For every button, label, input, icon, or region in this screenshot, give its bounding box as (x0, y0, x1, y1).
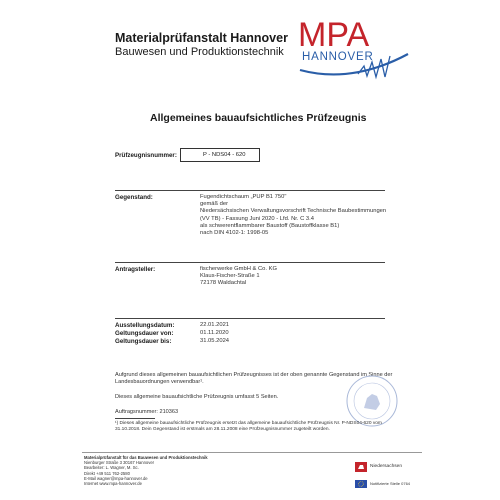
number-value: P - NDS04 - 620 (203, 152, 246, 158)
dates-rule (115, 318, 385, 319)
issue-date-value: 22.01.2021 (200, 322, 230, 328)
footer-line: Nienburger Straße 3 30167 Hannover (84, 460, 155, 466)
footnote: ¹) Dieses allgemeine bauaufsichtliche Prüfzeugnis ersetzt das allgemeine bauaufsichtliche Prüfzeugnis Nr. P-NDS04-620 vom 31.10.2018. Dein Gegenstand ist erstmals am 28.11.2008 eine Prüfzeugnisnummer zugeteilt worden. (115, 421, 382, 432)
footnote-rule (115, 418, 155, 419)
issue-date-label: Ausstellungsdatum: (115, 322, 175, 329)
valid-until-label: Geltungsdauer bis: (115, 338, 172, 345)
subject-line: als schwerentflammbarer Baustoff (Baustoffklasse B1) (200, 222, 340, 229)
footer-rule (82, 452, 422, 453)
number-box (180, 148, 260, 162)
applicant-line: 72178 Waldachtal (200, 280, 247, 287)
niedersachsen-text: Niedersachsen (370, 464, 402, 470)
subject-label: Gegenstand: (115, 194, 153, 201)
pages-statement: Dieses allgemeine bauaufsichtliche Prüfzeugnis umfasst 5 Seiten. (115, 394, 279, 400)
footer-line: Internet www.mpa-hannover.de (84, 481, 142, 487)
footer-line: E-Mail wagner@mpa-hannover.de (84, 475, 148, 481)
logo-mpa-text: MPA (298, 16, 370, 54)
eu-notified-logo (355, 480, 410, 488)
applicant-rule (115, 262, 385, 263)
applicant-line: fischerwerke GmbH & Co. KG (200, 266, 277, 272)
institute-subtitle: Bauwesen und Produktionstechnik (115, 46, 284, 58)
mpa-logo (292, 14, 414, 82)
footer-line: Bearbeiter: L. Wagner, M. Sc. (84, 465, 139, 471)
valid-from-label: Geltungsdauer von: (115, 330, 174, 337)
logo-hannover-text: HANNOVER (302, 51, 374, 63)
official-seal (345, 374, 399, 428)
order-number: Auftragsnummer: 210363 (115, 409, 179, 415)
applicant-label: Antragsteller: (115, 266, 156, 273)
subject-line: nach DIN 4102-1: 1998-05 (200, 230, 269, 237)
niedersachsen-logo (355, 462, 402, 472)
subject-text (200, 194, 386, 237)
footer-address (84, 455, 208, 486)
applicant-text (200, 266, 277, 288)
number-label: Prüfzeugnisnummer: (115, 152, 177, 159)
subject-line: Fugendichtschaum „PUP B1 750" (200, 194, 287, 200)
footer-line: Direkt +49 511 762-2580 (84, 470, 130, 476)
dates-block (115, 322, 355, 346)
applicant-line: Klaus-Fischer-Straße 1 (200, 273, 260, 280)
valid-until-value: 31.05.2024 (200, 338, 230, 344)
document-title: Allgemeines bauaufsichtliches Prüfzeugnis (150, 112, 367, 124)
subject-rule (115, 190, 385, 191)
institute-name: Materialprüfanstalt Hannover (115, 31, 288, 45)
footer-line: Materialprüfanstalt für das Bauwesen und Produktionstechnik (84, 455, 208, 460)
notified-body-text: Notifizierte Stelle 0764 (370, 481, 411, 487)
validity-statement: Aufgrund dieses allgemeinen bauaufsichtlichen Prüfzeugnisses ist der oben genannte Gegenstand im Sinne der Landesbauordnungen verwendbar¹. (115, 372, 393, 385)
subject-line: (VV TB) - Fassung Juni 2020 - Lfd. Nr. C 3.4 (200, 215, 314, 222)
subject-line: gemäß der (200, 201, 229, 208)
valid-from-value: 01.11.2020 (200, 330, 229, 336)
subject-line: Niedersächsischen Verwaltungsvorschrift Technische Baubestimmungen (200, 208, 387, 215)
